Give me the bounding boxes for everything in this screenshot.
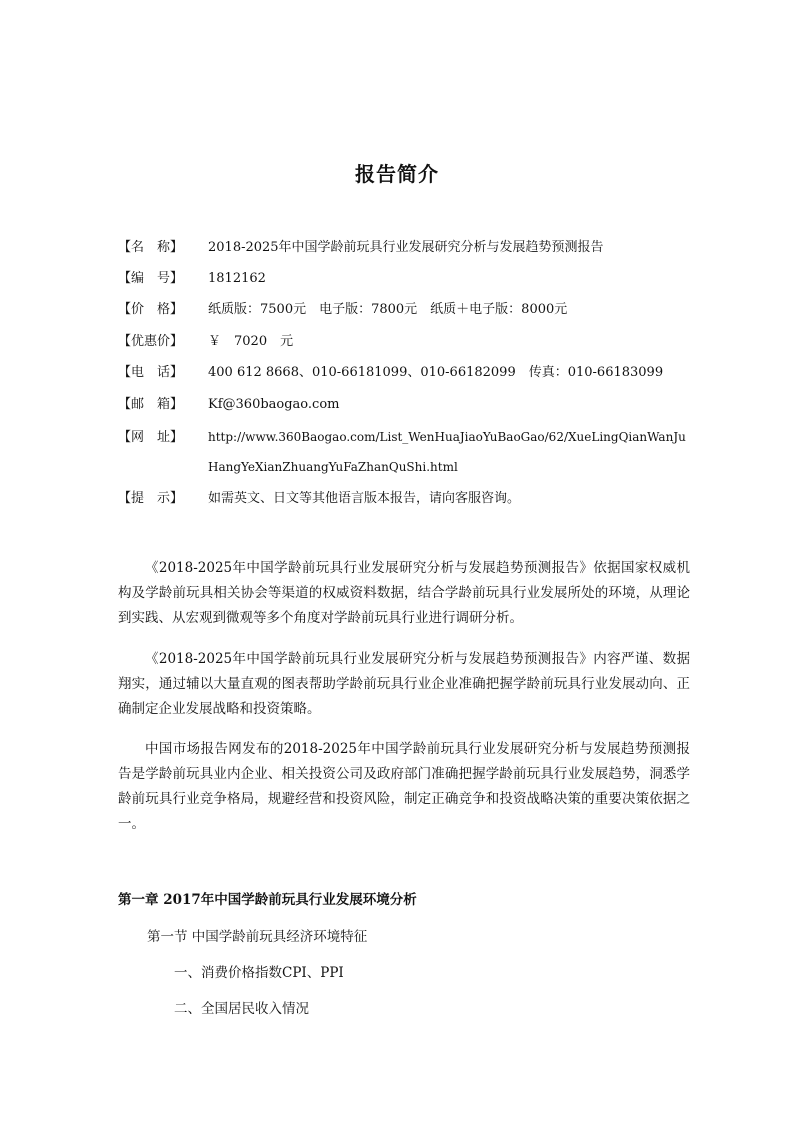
info-value: 2018-2025年中国学龄前玩具行业发展研究分析与发展趋势预测报告 [208, 240, 604, 255]
info-label: 【网 址】 [118, 430, 184, 445]
info-label: 【邮 箱】 [118, 397, 184, 412]
toc-section-heading: 第一节 中国学龄前玩具经济环境特征 [147, 929, 368, 945]
info-value: 400 612 8668、010-66181099、010-66182099 传真：010-66183099 [208, 365, 664, 380]
email-link[interactable]: Kf@360baogao.com [208, 397, 340, 412]
info-value: 如需英文、日文等其他语言版本报告，请向客服咨询。 [208, 491, 521, 506]
info-label: 【电 话】 [118, 365, 184, 380]
info-value: 1812162 [208, 271, 266, 286]
toc-item: 一、消费价格指数CPI、PPI [174, 965, 344, 981]
toc-item: 二、全国居民收入情况 [174, 1001, 309, 1017]
info-row-name [118, 238, 604, 258]
info-row-code [118, 269, 266, 289]
intro-paragraph-2: 《2018-2025年中国学龄前玩具行业发展研究分析与发展趋势预测报告》内容严谨、数据翔实，通过辅以大量直观的图表帮助学龄前玩具行业企业准确把握学龄前玩具行业发展动向、正确制定企业发展战略和投资策略。 [118, 651, 690, 717]
intro-paragraph-3: 中国市场报告网发布的2018-2025年中国学龄前玩具行业发展研究分析与发展趋势预测报告是学龄前玩具业内企业、相关投资公司及政府部门准确把握学龄前玩具行业发展趋势，洞悉学龄前玩具行业竞争格局，规避经营和投资风险，制定正确竞争和投资战略决策的重要决策依据之一。 [118, 741, 690, 832]
info-label: 【提 示】 [118, 491, 184, 506]
info-row-tip [118, 489, 520, 509]
info-label: 【价 格】 [118, 302, 184, 317]
info-value: 纸质版：7500元 电子版：7800元 纸质＋电子版：8000元 [208, 302, 568, 317]
info-row-email [118, 395, 339, 415]
page-title: 报告简介 [355, 162, 439, 186]
info-value: ￥ 7020 元 [208, 334, 294, 349]
url-link[interactable]: http://www.360Baogao.com/List_WenHuaJiaoYuBaoGao/62/XueLingQianWanJu [208, 430, 686, 444]
info-label: 【编 号】 [118, 271, 184, 286]
info-row-phone [118, 363, 663, 383]
info-row-discount [118, 332, 293, 352]
info-row-url [118, 427, 686, 448]
info-label: 【优惠价】 [118, 334, 184, 349]
toc-chapter-heading: 第一章 2017年中国学龄前玩具行业发展环境分析 [118, 892, 417, 908]
info-label: 【名 称】 [118, 240, 184, 255]
intro-paragraph-1: 《2018-2025年中国学龄前玩具行业发展研究分析与发展趋势预测报告》依据国家权威机构及学龄前玩具相关协会等渠道的权威资料数据，结合学龄前玩具行业发展所处的环境，从理论到实践、从宏观到微观等多个角度对学龄前玩具行业进行调研分析。 [118, 560, 690, 626]
url-link-continued[interactable]: HangYeXianZhuangYuFaZhanQuShi.html [208, 460, 458, 474]
info-row-price [118, 300, 567, 320]
